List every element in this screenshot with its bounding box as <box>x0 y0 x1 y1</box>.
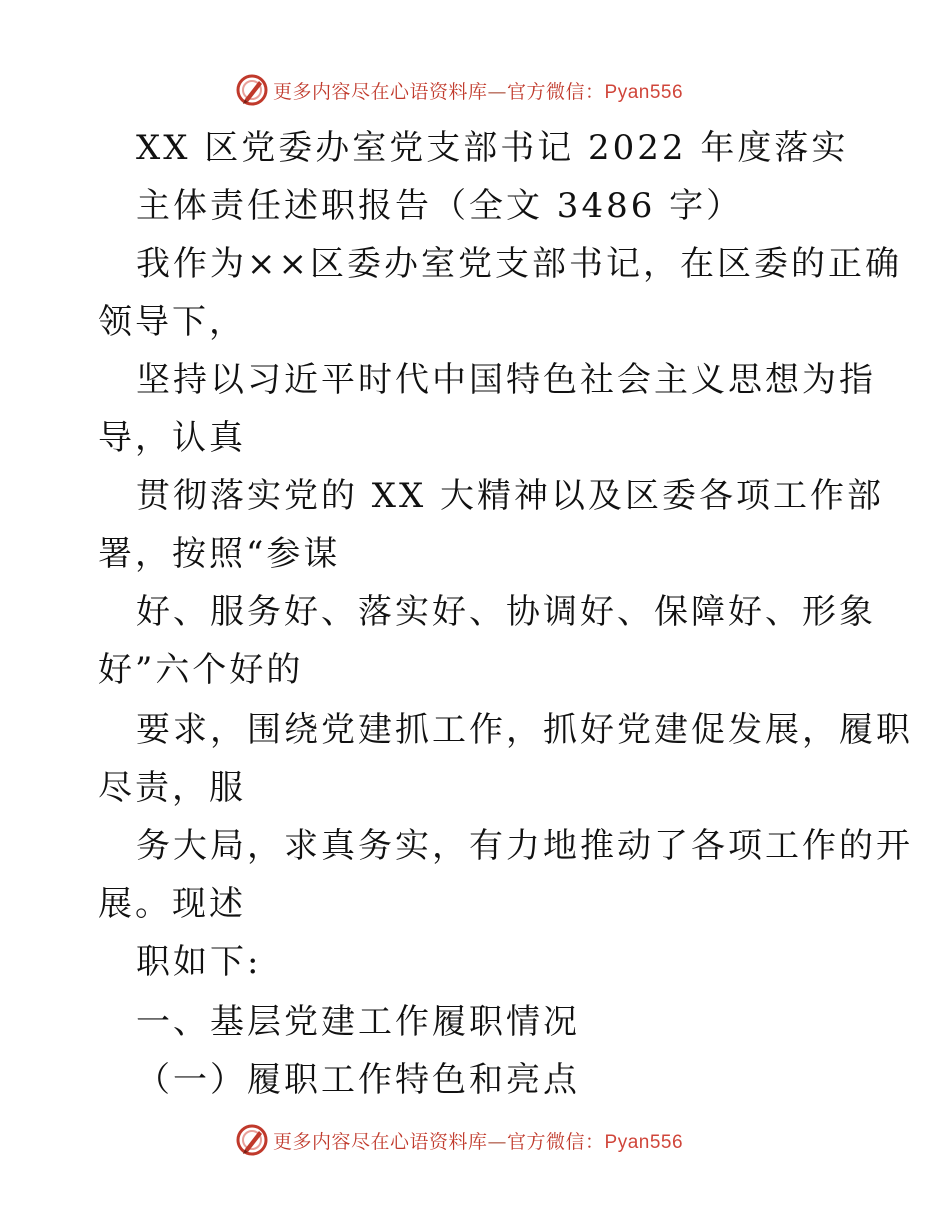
paragraph-line: 职如下: <box>136 942 262 982</box>
watermark-official: 官方微信： <box>507 80 605 103</box>
paragraph-line: 署，按照“参谋 <box>98 534 341 574</box>
paragraph-line: 导，认真 <box>98 418 246 458</box>
watermark-footer <box>235 1122 683 1158</box>
watermark-id: Pyan556 <box>604 1131 684 1153</box>
watermark-dash: — <box>487 80 508 103</box>
pen-logo-icon <box>235 73 269 107</box>
paragraph-line: 尽责，服 <box>98 768 246 808</box>
document-title-line-2: 主体责任述职报告（全文 3486 字） <box>136 186 744 226</box>
paragraph-line: 展。现述 <box>98 884 246 924</box>
watermark-header <box>235 72 683 108</box>
watermark-id: Pyan556 <box>604 81 684 103</box>
paragraph-line: 我作为××区委办室党支部书记，在区委的正确 <box>136 244 902 284</box>
section-heading: 一、基层党建工作履职情况 <box>136 1002 580 1042</box>
watermark-dash: — <box>487 1130 508 1153</box>
subsection-heading: （一）履职工作特色和亮点 <box>136 1060 580 1100</box>
watermark-main: 更多内容尽在心语资料库 <box>273 1130 488 1153</box>
watermark-text <box>273 1127 683 1154</box>
document-title-line-1: XX 区党委办室党支部书记 2022 年度落实 <box>136 128 849 168</box>
paragraph-line: 务大局，求真务实，有力地推动了各项工作的开 <box>136 826 913 866</box>
paragraph-line: 贯彻落实党的 XX 大精神以及区委各项工作部 <box>136 476 885 516</box>
pen-logo-icon <box>235 1123 269 1157</box>
paragraph-line: 好、服务好、落实好、协调好、保障好、形象 <box>136 592 876 632</box>
paragraph-line: 坚持以习近平时代中国特色社会主义思想为指 <box>136 360 876 400</box>
paragraph-line: 要求，围绕党建抓工作，抓好党建促发展，履职 <box>136 710 913 750</box>
watermark-main: 更多内容尽在心语资料库 <box>273 80 488 103</box>
watermark-text <box>273 77 683 104</box>
paragraph-line: 领导下， <box>98 302 246 342</box>
watermark-official: 官方微信： <box>507 1130 605 1153</box>
paragraph-line: 好”六个好的 <box>98 650 304 690</box>
